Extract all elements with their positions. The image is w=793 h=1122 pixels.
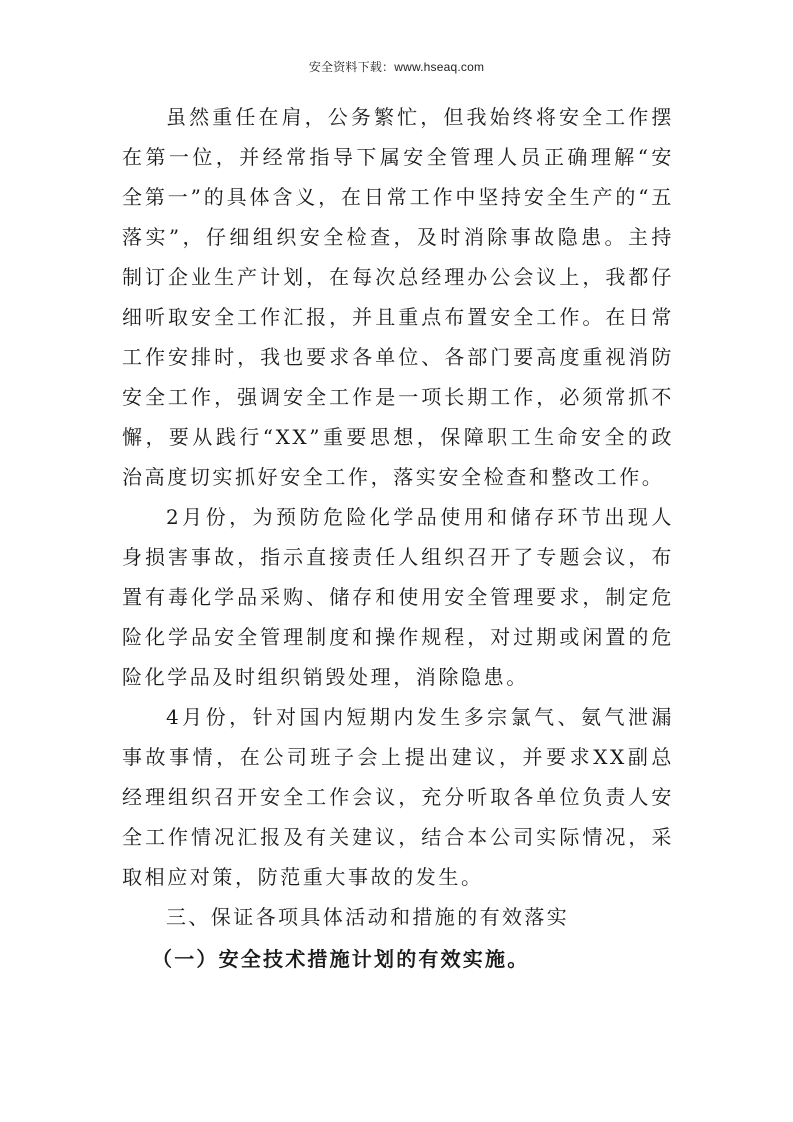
subsection-heading: （一）安全技术措施计划的有效实施。	[152, 947, 530, 971]
document-body	[122, 97, 674, 979]
paragraph-april: 4月份，针对国内短期内发生多宗氯气、氨气泄漏事故事情，在公司班子会上提出建议，并要求XX副总经理组织召开安全工作会议，充分听取各单位负责人安全工作情况汇报及有关建议，结合本公司实际情况，采取相应对策，防范重大事故的发生。	[122, 705, 674, 889]
paragraph-february: 2月份，为预防危险化学品使用和储存环节出现人身损害事故，指示直接责任人组织召开了专题会议，布置有毒化学品采购、储存和使用安全管理要求，制定危险化学品安全管理制度和操作规程，对过期或闲置的危险化学品及时组织销毁处理，消除隐患。	[122, 505, 674, 689]
paragraph-safety-priority: 虽然重任在肩，公务繁忙，但我始终将安全工作摆在第一位，并经常指导下属安全管理人员正确理解“安全第一”的具体含义，在日常工作中坚持安全生产的“五落实”，仔细组织安全检查，及时消除事故隐患。主持制订企业生产计划，在每次总经理办公会议上，我都仔细听取安全工作汇报，并且重点布置安全工作。在日常工作安排时，我也要求各单位、各部门要高度重视消防安全工作，强调安全工作是一项长期工作，必须常抓不懈，要从践行“XX”重要思想，保障职工生命安全的政治高度切实抓好安全工作，落实安全检查和整改工作。	[122, 105, 674, 489]
section-heading: 三、保证各项具体活动和措施的有效落实	[166, 905, 570, 929]
page-header: 安全资料下载：www.hseaq.com	[308, 60, 485, 74]
